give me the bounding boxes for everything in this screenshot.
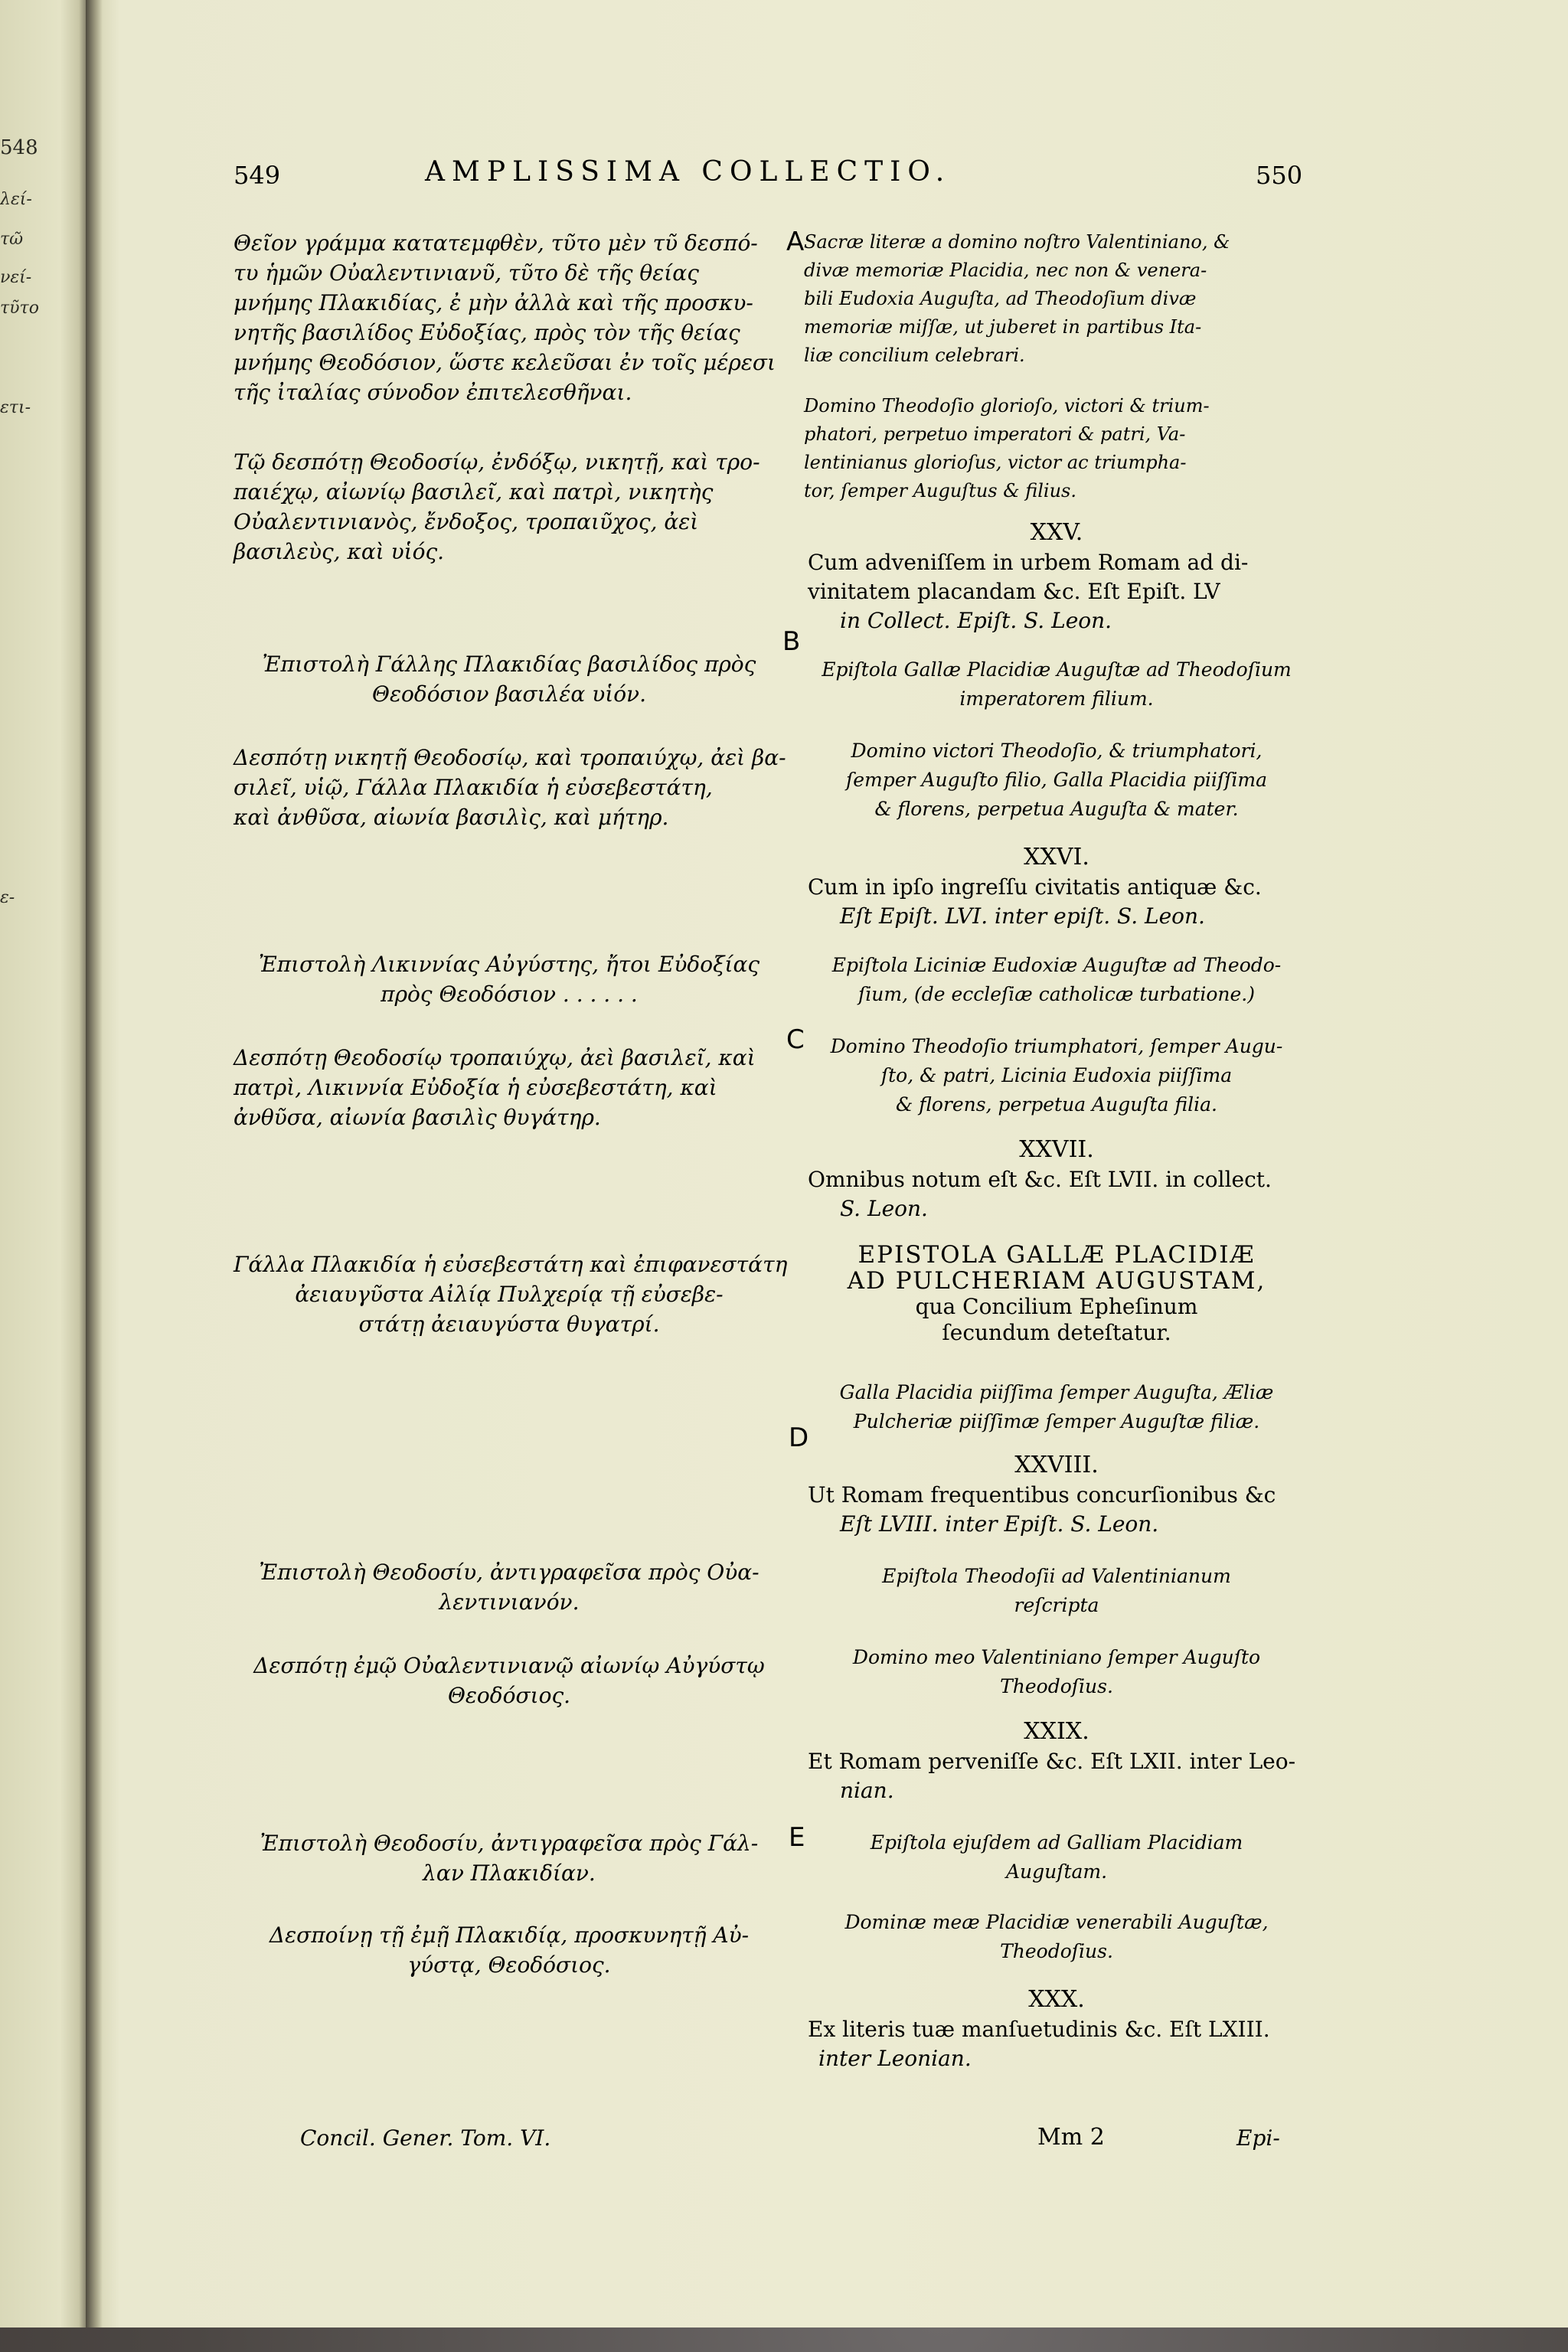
left-margin-fragment: νεί- — [0, 268, 32, 287]
latin-salutation: Domino Theodoſio glorioſo, victori & trium- phatori, perpetuo imperatori & patri, Va- lentinianus glorioſus, victor ac triumpha- tor, ſemper Auguſtus & filius. — [804, 395, 1210, 501]
section-number: XXX. — [1028, 1986, 1085, 2013]
margin-letter-c: C — [786, 1024, 805, 1055]
latin-heading: Epiſtola Theodoſii ad Valentinianum reſcripta — [882, 1565, 1231, 1616]
section-number: XXV. — [1030, 519, 1083, 546]
greek-heading: Ἐπιστολὴ Γάλλης Πλακιδίας βασιλίδος πρὸς Θεοδόσιον βασιλέα υἱόν. — [262, 652, 756, 707]
left-page-number: 548 — [0, 136, 38, 159]
section-summary: Ut Romam frequentibus concurſionibus &c Eſt LVIII. inter Epiſt. S. Leon. — [808, 1482, 1276, 1537]
footer-volume: Concil. Gener. Tom. VI. — [300, 2125, 551, 2151]
margin-letter-e: E — [789, 1822, 805, 1853]
left-margin-fragment: ε- — [0, 888, 15, 907]
section-summary: Ex literis tuæ manſuetudinis &c. Eſt LXIII. inter Leonian. — [808, 2017, 1270, 2071]
greek-salutation: Δεσπότῃ ἐμῷ Οὐαλεντινιανῷ αἰωνίῳ Αὐγύστῳ Θεοδόσιος. — [253, 1653, 765, 1708]
greek-salutation: Δεσποίνῃ τῇ ἐμῇ Πλακιδίᾳ, προσκυνητῇ Αὐ- γύστᾳ, Θεοδόσιος. — [269, 1922, 750, 1978]
greek-heading: Ἐπιστολὴ Θεοδοσίυ, ἀντιγραφεῖσα πρὸς Οὐα- λεντινιανόν. — [259, 1560, 760, 1615]
section-number: XXVII. — [1019, 1136, 1094, 1163]
epistola-subtitle: qua Concilium Epheſinum ſecundum deteſtatur. — [915, 1294, 1198, 1345]
latin-salutation: Domino victori Theodoſio, & triumphatori, ſemper Auguſto filio, Galla Placidia piiſſima & florens, perpetua Auguſta & mater. — [845, 740, 1267, 820]
section-number: XXIX. — [1024, 1718, 1089, 1745]
signature-mark: Mm 2 — [1037, 2124, 1105, 2151]
greek-salutation: Δεσπότῃ Θεοδοσίῳ τροπαιύχῳ, ἀεὶ βασιλεῖ, καὶ πατρὶ, Λικιννία Εὐδοξία ἡ εὐσεβεστάτη, καὶ ἀνθῦσα, αἰωνία βασιλὶς θυγάτηρ. — [234, 1045, 756, 1130]
section-summary: Cum adveniſſem in urbem Romam ad di- vinitatem placandam &c. Eſt Epiſt. LV in Collect. Epiſt. S. Leon. — [808, 550, 1249, 633]
left-page-edge — [0, 0, 86, 2328]
left-margin-fragment: τῶ — [0, 230, 24, 249]
page-number-left: 549 — [234, 161, 281, 190]
left-margin-fragment: ετι- — [0, 398, 31, 417]
left-margin-fragment: λεί- — [0, 190, 32, 209]
section-number: XXVIII. — [1014, 1452, 1099, 1478]
latin-paragraph: Sacræ literæ a domino noſtro Valentiniano, & divæ memoriæ Placidia, nec non & venera- bili Eudoxia Auguſta, ad Theodoſium divæ memoriæ miſſæ, ut juberet in partibus Ita- liæ concilium celebrari. — [804, 231, 1230, 366]
section-summary: Omnibus notum eſt &c. Eſt LVII. in collect. S. Leon. — [808, 1167, 1272, 1221]
latin-salutation: Domino meo Valentiniano ſemper Auguſto Theodoſius. — [852, 1646, 1261, 1697]
left-margin-fragment: τῦτο — [0, 299, 39, 318]
section-summary: Et Romam perveniſſe &c. Eſt LXII. inter Leo- nian. — [808, 1749, 1296, 1803]
latin-heading: Galla Placidia piiſſima ſemper Auguſta, Æliæ Pulcheriæ piiſſimæ ſemper Auguſtæ filiæ. — [839, 1381, 1274, 1432]
latin-salutation: Dominæ meæ Placidiæ venerabili Auguſtæ, Theodoſius. — [844, 1911, 1269, 1962]
greek-heading: Γάλλα Πλακιδία ἡ εὐσεβεστάτη καὶ ἐπιφανεστάτη ἀειαυγῦστα Αἰλίᾳ Πυλχερίᾳ τῇ εὐσεβε- στάτῃ ἀειαυγύστα θυγατρί. — [234, 1252, 788, 1337]
greek-salutation: Τῷ δεσπότῃ Θεοδοσίῳ, ἐνδόξῳ, νικητῇ, καὶ τρο- παιέχῳ, αἰωνίῳ βασιλεῖ, καὶ πατρὶ, νικητὴς Οὐαλεντινιανὸς, ἔνδοξος, τροπαιῦχος, ἀεὶ βασιλεὺς, καὶ υἱός. — [234, 449, 760, 564]
epistola-title: EPISTOLA GALLÆ PLACIDIÆ AD PULCHERIAM AUGUSTAM, — [847, 1241, 1266, 1295]
latin-heading: Epiſtola Liciniæ Eudoxiæ Auguſtæ ad Theodo- ſium, (de eccleſiæ catholicæ turbatione.) — [831, 954, 1282, 1005]
catchword: Epi- — [1236, 2125, 1280, 2151]
margin-letter-b: B — [782, 626, 801, 657]
latin-heading: Epiſtola ejuſdem ad Galliam Placidiam Auguſtam. — [870, 1831, 1243, 1883]
greek-heading: Ἐπιστολὴ Λικιννίας Αὐγύστης, ἤτοι Εὐδοξίας πρὸς Θεοδόσιον . . . . . . — [258, 952, 760, 1007]
greek-salutation: Δεσπότῃ νικητῇ Θεοδοσίῳ, καὶ τροπαιύχῳ, ἀεὶ βα- σιλεῖ, υἱῷ, Γάλλα Πλακιδία ἡ εὐσεβεστάτη, καὶ ἀνθῦσα, αἰωνία βασιλὶς, καὶ μήτηρ. — [234, 745, 786, 830]
page-number-right: 550 — [1256, 161, 1303, 190]
gutter-shadow — [86, 0, 103, 2328]
latin-salutation: Domino Theodoſio triumphatori, ſemper Augu- ſto, & patri, Licinia Eudoxia piiſſima & florens, perpetua Auguſta filia. — [830, 1035, 1283, 1116]
greek-heading: Ἐπιστολὴ Θεοδοσίυ, ἀντιγραφεῖσα πρὸς Γάλ- λαν Πλακιδίαν. — [260, 1831, 759, 1886]
margin-letter-d: D — [789, 1423, 809, 1453]
section-number: XXVI. — [1024, 844, 1089, 871]
running-title: AMPLISSIMA COLLECTIO. — [425, 156, 952, 188]
latin-heading: Epiſtola Gallæ Placidiæ Auguſtæ ad Theodoſium imperatorem filium. — [822, 658, 1292, 710]
greek-paragraph: Θεῖον γράμμα κατατεμφθὲν, τῦτο μὲν τῦ δεσπό- τυ ἡμῶν Οὐαλεντινιανῦ, τῦτο δὲ τῆς θείας μνήμης Πλακιδίας, ἐ μὴν ἀλλὰ καὶ τῆς προσκυ- νητῆς βασιλίδος Εὐδοξίας, πρὸς τὸν τῆς θείας μνήμης Θεοδόσιον, ὥστε κελεῦσαι ἐν τοῖς μέρεσι τῆς ἰταλίας σύνοδον ἐπιτελεσθῆναι. — [234, 230, 776, 405]
section-summary: Cum in ipſo ingreſſu civitatis antiquæ &c. Eſt Epiſt. LVI. inter epiſt. S. Leon. — [808, 874, 1262, 929]
margin-letter-a: A — [786, 227, 805, 257]
